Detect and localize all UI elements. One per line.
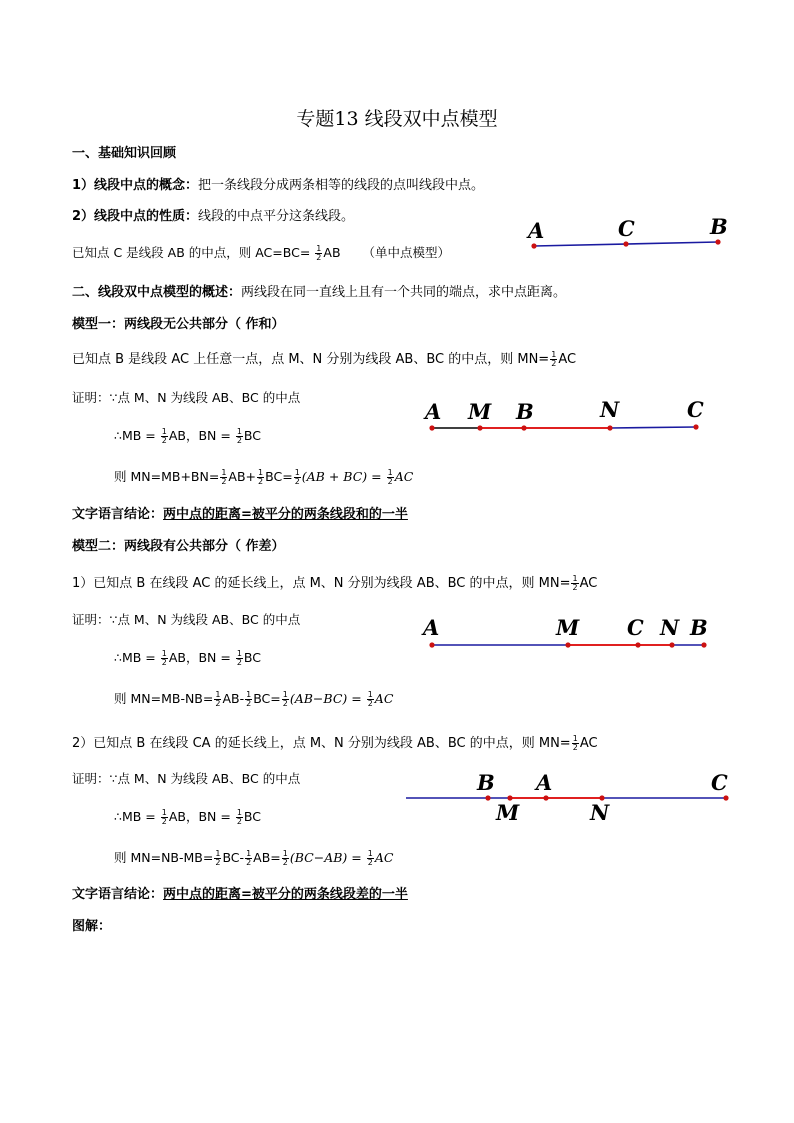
point-b [521, 425, 526, 430]
point-c [693, 424, 698, 429]
point-b [701, 642, 706, 647]
section2-text: 两线段在同一直线上且有一个共同的端点，求中点距离。 [241, 285, 567, 300]
fraction-half: $\frac{1}{2}$ [236, 427, 242, 445]
point-c [635, 642, 640, 647]
point-a [429, 425, 434, 430]
model2-case2-proof-line3: 则 MN=NB-MB= $\frac{1}{2}$ BC- $\frac{1}{2}$ AB= $\frac{1}{2}$ (BC−AB) = $\frac{1}{2}$ AC [114, 849, 394, 867]
fraction-half: $\frac{1}{2}$ [246, 849, 252, 867]
fraction-half: $\frac{1}{2}$ [215, 849, 221, 867]
label-b: B [710, 214, 728, 239]
label-c: C [627, 615, 644, 640]
midpoint-concept-label: 1）线段中点的概念： [72, 178, 199, 193]
fraction-half: $\frac{1}{2}$ [282, 849, 288, 867]
figure-explanation-label: 图解： [72, 919, 112, 934]
model1-conclusion [72, 505, 408, 525]
figure-model1 [420, 396, 710, 436]
model2-case1-proof-line1: 证明：∵点 M、N 为线段 AB、BC 的中点 [72, 612, 301, 627]
midpoint-concept [72, 176, 484, 196]
model1-proof-line1: 证明：∵点 M、N 为线段 AB、BC 的中点 [72, 390, 301, 405]
fraction-half: $\frac{1}{2}$ [236, 649, 242, 667]
fraction-half: $\frac{1}{2}$ [367, 690, 373, 708]
point-n [607, 425, 612, 430]
label-c: C [618, 216, 635, 241]
midpoint-property-text: 线段的中点平分这条线段。 [198, 209, 355, 224]
fraction-half: $\frac{1}{2}$ [246, 690, 252, 708]
fraction-half: $\frac{1}{2}$ [221, 468, 227, 486]
point-a [531, 243, 536, 248]
label-a: A [425, 399, 442, 424]
label-b: B [477, 770, 495, 795]
model2-case2-proof-line1: 证明：∵点 M、N 为线段 AB、BC 的中点 [72, 771, 301, 786]
midpoint-property-label: 2）线段中点的性质： [72, 209, 199, 224]
label-n: N [590, 800, 610, 825]
model2-case1-proof-line3: 则 MN=MB-NB= $\frac{1}{2}$ AB- $\frac{1}{2}$ BC= $\frac{1}{2}$ (AB−BC) = $\frac{1}{2}$ AC [114, 690, 394, 708]
fraction-half: $\frac{1}{2}$ [215, 690, 221, 708]
label-c: C [687, 397, 704, 422]
figure-model2-case1 [420, 614, 720, 654]
conclusion-label: 文字语言结论： [72, 887, 164, 902]
midpoint-property [72, 207, 354, 227]
point-b [485, 795, 490, 800]
label-n: N [660, 615, 680, 640]
model1-given-end: AC [558, 352, 577, 367]
model2-heading: 模型二：两线段有公共部分（ 作差） [72, 539, 285, 554]
section2-heading: 二、线段双中点模型的概述： [72, 285, 242, 300]
conclusion-text: 两中点的距离=被平分的两条线段差的一半 [163, 887, 408, 902]
fraction-half: $\frac{1}{2}$ [294, 468, 300, 486]
figure-single-midpoint [520, 212, 730, 252]
model2-case2-proof-line2: ∴MB = $\frac{1}{2}$ AB，BN = $\frac{1}{2}$ BC [114, 808, 262, 826]
point-n [669, 642, 674, 647]
label-b: B [690, 615, 708, 640]
fraction-half: $\frac{1}{2}$ [572, 734, 578, 752]
page-title: 专题13 线段双中点模型 [296, 108, 498, 130]
model1-given [72, 350, 576, 370]
fraction-half: $\frac{1}{2}$ [551, 350, 557, 368]
point-m [565, 642, 570, 647]
fraction-half: $\frac{1}{2}$ [316, 244, 322, 262]
point-a [429, 642, 434, 647]
model1-heading: 模型一：两线段无公共部分（ 作和） [72, 317, 285, 332]
label-a: A [423, 615, 440, 640]
fraction-half: $\frac{1}{2}$ [161, 808, 167, 826]
fraction-half: $\frac{1}{2}$ [258, 468, 264, 486]
model1-given-text: 已知点 B 是线段 AC 上任意一点，点 M、N 分别为线段 AB、BC 的中点，则 MN= [72, 352, 550, 367]
single-midpoint-note: （单中点模型） [362, 245, 451, 260]
point-a [543, 795, 548, 800]
fraction-half: $\frac{1}{2}$ [572, 574, 578, 592]
point-m [477, 425, 482, 430]
fraction-half: $\frac{1}{2}$ [282, 690, 288, 708]
known-post: AB [323, 245, 341, 260]
single-midpoint-statement [72, 243, 450, 263]
label-m: M [496, 800, 520, 825]
conclusion-text: 两中点的距离=被平分的两条线段和的一半 [163, 507, 408, 522]
label-a: A [528, 218, 545, 243]
model1-proof-line2: ∴MB = $\frac{1}{2}$ AB，BN = $\frac{1}{2}$ BC [114, 427, 262, 445]
fraction-half: $\frac{1}{2}$ [367, 849, 373, 867]
label-a: A [536, 770, 553, 795]
fraction-half: $\frac{1}{2}$ [387, 468, 393, 486]
conclusion-label: 文字语言结论： [72, 507, 164, 522]
model2-case1-given: 1）已知点 B 在线段 AC 的延长线上，点 M、N 分别为线段 AB、BC 的中点，则 MN= $\frac{1}{2}$ AC [72, 574, 598, 592]
point-c [723, 795, 728, 800]
double-midpoint-overview [72, 283, 566, 303]
point-c [623, 241, 628, 246]
figure-model2-case2 [400, 768, 740, 828]
fraction-half: $\frac{1}{2}$ [161, 427, 167, 445]
midpoint-concept-text: 把一条线段分成两条相等的线段的点叫线段中点。 [198, 178, 485, 193]
label-m: M [468, 399, 492, 424]
label-n: N [600, 397, 620, 422]
model2-case1-proof-line2: ∴MB = $\frac{1}{2}$ AB，BN = $\frac{1}{2}$ BC [114, 649, 262, 667]
model1-proof-line3: 则 MN=MB+BN= $\frac{1}{2}$ AB+ $\frac{1}{2}$ BC= $\frac{1}{2}$ (AB + BC) = $\frac{1}{2}$ AC [114, 468, 414, 486]
label-c: C [711, 770, 728, 795]
fraction-half: $\frac{1}{2}$ [236, 808, 242, 826]
fraction-half: $\frac{1}{2}$ [161, 649, 167, 667]
label-m: M [556, 615, 580, 640]
point-b [715, 239, 720, 244]
known-pre: 已知点 C 是线段 AB 的中点，则 AC=BC= [72, 245, 311, 260]
model2-case2-given: 2）已知点 B 在线段 CA 的延长线上，点 M、N 分别为线段 AB、BC 的中点，则 MN= $\frac{1}{2}$ AC [72, 734, 598, 752]
model2-conclusion [72, 885, 408, 905]
section1-heading: 一、基础知识回顾 [72, 146, 177, 161]
label-b: B [516, 399, 534, 424]
